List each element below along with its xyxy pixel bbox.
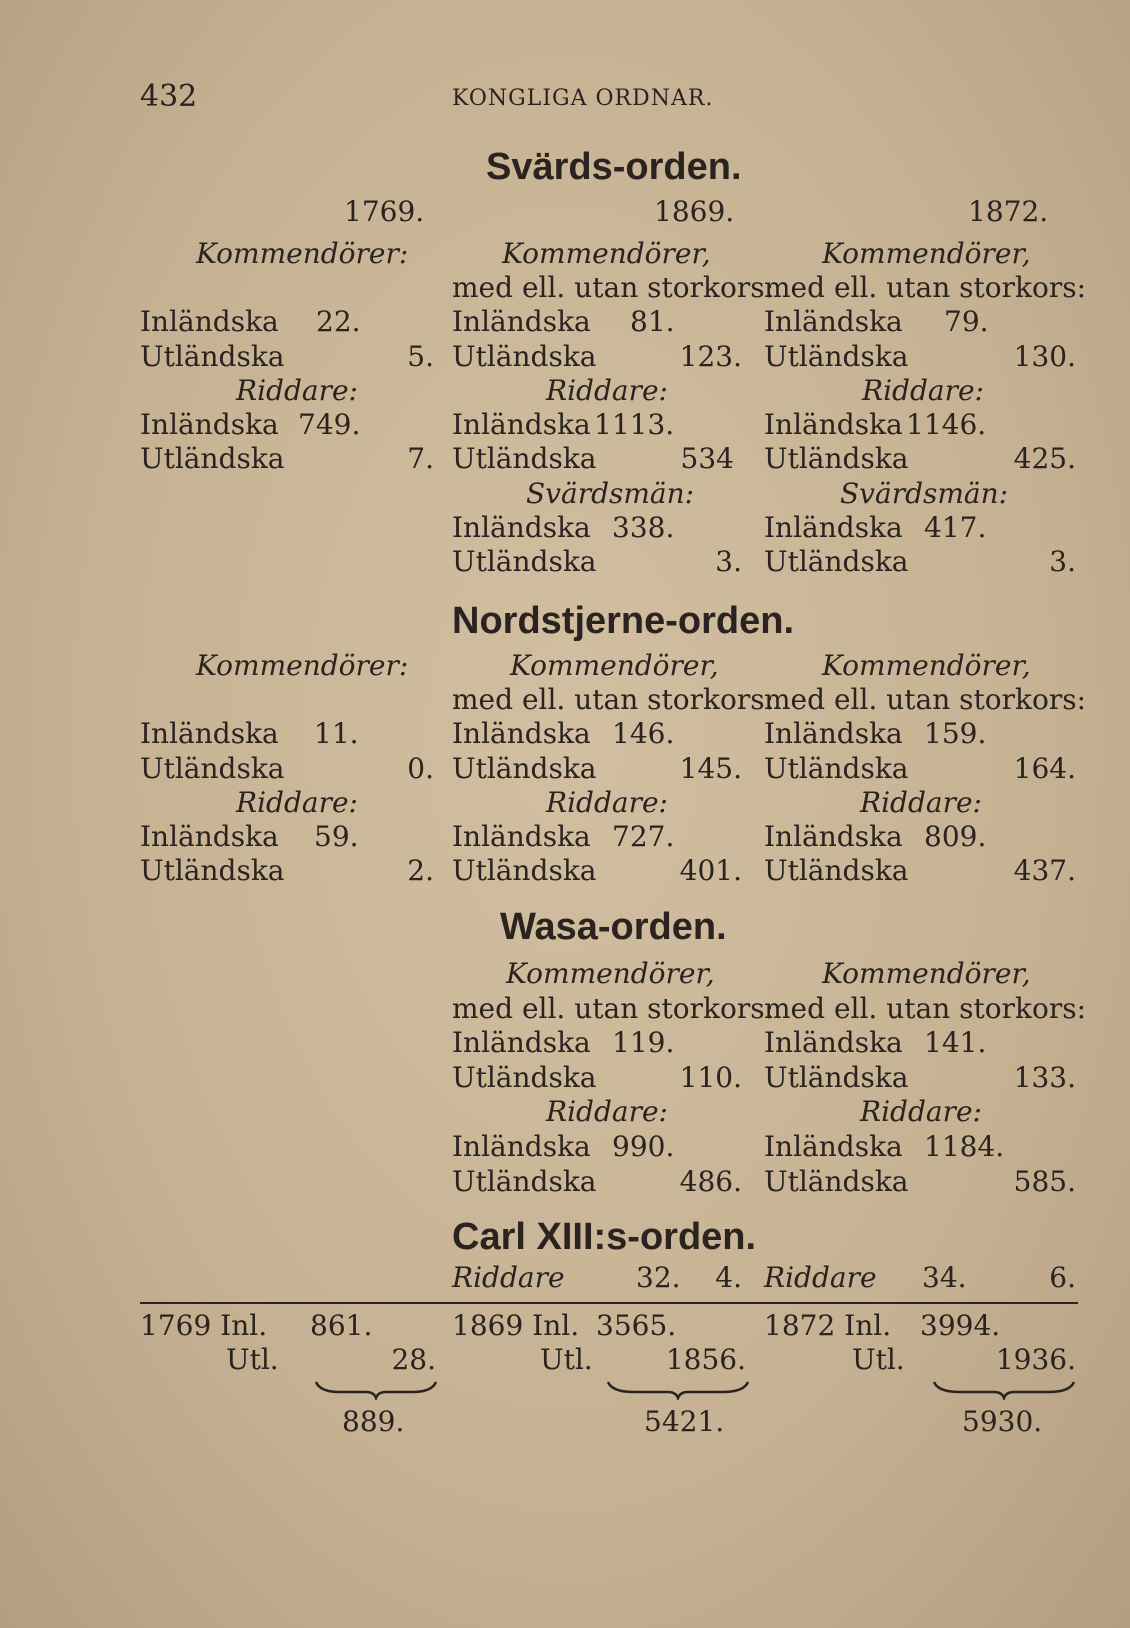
nord-1769-komm-utl-label: Utländska [140,752,285,785]
nord-1869-ridd-inl-label: Inländska [452,820,591,853]
svards-1769-kommendorer: Kommendörer: [196,237,409,270]
nord-1769-komm-inl-val: 11. [314,717,359,750]
total-1869-sum: 5421. [644,1405,725,1438]
svards-1872-svardsman: Svärdsmän: [840,477,1009,510]
nord-1872-riddare: Riddare: [860,786,982,819]
svards-1872-sv-inl-label: Inländska [764,511,903,544]
nord-1872-storkors: med ell. utan storkors: [764,683,1087,716]
wasa-1872-ridd-utl-val: 585. [1013,1165,1076,1198]
nord-1872-ridd-inl-val: 809. [924,820,987,853]
total-1872-utl-val: 1936. [995,1343,1076,1376]
section-title-wasa: Wasa-orden. [500,906,727,948]
nord-1872-komm-utl-val: 164. [1013,752,1076,785]
svards-1869-storkors: med ell. utan storkors: [452,271,775,304]
svards-1872-sv-utl-label: Utländska [764,545,909,578]
total-1769-inl-val: 861. [310,1309,373,1342]
wasa-1872-riddare: Riddare: [860,1095,982,1128]
wasa-1869-komm-utl-val: 110. [679,1061,742,1094]
wasa-1869-komm-utl-label: Utländska [452,1061,597,1094]
svards-1872-ridd-inl-label: Inländska [764,408,903,441]
svards-1872-ridd-utl-val: 425. [1013,442,1076,475]
svards-1769-komm-utl-label: Utländska [140,340,285,373]
total-1869-year-inl: 1869 Inl. [452,1309,580,1342]
year-1869: 1869. [654,195,735,228]
wasa-1872-komm-utl-val: 133. [1013,1061,1076,1094]
svards-1872-storkors: med ell. utan storkors: [764,271,1087,304]
svards-1869-sv-inl-label: Inländska [452,511,591,544]
nord-1869-komm-utl-val: 145. [679,752,742,785]
carl-1869-label: Riddare [452,1261,565,1294]
section-title-nordstjerne: Nordstjerne-orden. [452,600,795,642]
total-1769-utl-val: 28. [391,1343,436,1376]
svards-1869-komm-inl-label: Inländska [452,305,591,338]
carl-1872-a: 34. [922,1261,967,1294]
total-1869-inl-val: 3565. [596,1309,677,1342]
carl-1869-a: 32. [636,1261,681,1294]
wasa-1869-ridd-inl-val: 990. [612,1130,675,1163]
nord-1872-komm-utl-label: Utländska [764,752,909,785]
nord-1869-ridd-utl-label: Utländska [452,854,597,887]
total-1769-sum: 889. [342,1405,405,1438]
svards-1872-komm-utl-label: Utländska [764,340,909,373]
svards-1872-kommendorer: Kommendörer, [822,237,1031,270]
nord-1769-ridd-inl-label: Inländska [140,820,279,853]
nord-1869-komm-inl-val: 146. [612,717,675,750]
wasa-1869-ridd-utl-val: 486. [679,1165,742,1198]
svards-1872-komm-inl-label: Inländska [764,305,903,338]
total-1769-utl-label: Utl. [226,1343,279,1376]
carl-1872-label: Riddare [764,1261,877,1294]
svards-1869-komm-utl-label: Utländska [452,340,597,373]
svards-1869-riddare: Riddare: [546,374,668,407]
carl-1872-b: 6. [1049,1261,1076,1294]
totals-rule [140,1302,1078,1304]
svards-1869-kommendorer: Kommendörer, [502,237,711,270]
nord-1872-ridd-inl-label: Inländska [764,820,903,853]
svards-1769-ridd-inl-val: 749. [298,408,361,441]
svards-1872-sv-inl-val: 417. [924,511,987,544]
nord-1769-ridd-utl-val: 2. [407,854,434,887]
svards-1872-ridd-utl-label: Utländska [764,442,909,475]
nord-1869-kommendorer: Kommendörer, [510,649,719,682]
section-title-svards: Svärds-orden. [486,146,742,188]
svards-1872-riddare: Riddare: [862,374,984,407]
wasa-1869-komm-inl-label: Inländska [452,1026,591,1059]
nord-1869-riddare: Riddare: [546,786,668,819]
total-1869-brace [606,1378,750,1400]
svards-1769-komm-utl-val: 5. [407,340,434,373]
wasa-1869-storkors: med ell. utan storkors: [452,992,775,1025]
total-1872-year-inl: 1872 Inl. [764,1309,892,1342]
svards-1869-sv-utl-label: Utländska [452,545,597,578]
nord-1872-kommendorer: Kommendörer, [822,649,1031,682]
nord-1872-komm-inl-label: Inländska [764,717,903,750]
svards-1769-ridd-inl-label: Inländska [140,408,279,441]
wasa-1872-komm-utl-label: Utländska [764,1061,909,1094]
year-1769: 1769. [344,195,425,228]
nord-1872-ridd-utl-val: 437. [1013,854,1076,887]
nord-1872-komm-inl-val: 159. [924,717,987,750]
nord-1769-riddare: Riddare: [236,786,358,819]
svards-1872-komm-inl-val: 79. [944,305,989,338]
wasa-1872-kommendorer: Kommendörer, [822,957,1031,990]
svards-1869-ridd-utl-label: Utländska [452,442,597,475]
total-1769-brace [314,1378,438,1400]
svards-1869-sv-utl-val: 3. [715,545,742,578]
svards-1872-ridd-inl-val: 1146. [906,408,987,441]
wasa-1869-riddare: Riddare: [546,1095,668,1128]
nord-1769-ridd-utl-label: Utländska [140,854,285,887]
svards-1769-komm-inl-val: 22. [316,305,361,338]
wasa-1872-ridd-inl-val: 1184. [924,1130,1005,1163]
wasa-1872-ridd-utl-label: Utländska [764,1165,909,1198]
total-1872-brace [932,1378,1076,1400]
nord-1869-komm-utl-label: Utländska [452,752,597,785]
wasa-1869-ridd-inl-label: Inländska [452,1130,591,1163]
nord-1869-ridd-utl-val: 401. [679,854,742,887]
svards-1872-komm-utl-val: 130. [1013,340,1076,373]
total-1869-utl-val: 1856. [665,1343,746,1376]
total-1869-utl-label: Utl. [540,1343,593,1376]
total-1769-year-inl: 1769 Inl. [140,1309,268,1342]
svards-1769-ridd-utl-val: 7. [407,442,434,475]
svards-1869-ridd-inl-val: 1113. [594,408,675,441]
nord-1769-komm-utl-val: 0. [407,752,434,785]
wasa-1872-komm-inl-label: Inländska [764,1026,903,1059]
svards-1869-komm-inl-val: 81. [630,305,675,338]
svards-1769-ridd-utl-label: Utländska [140,442,285,475]
nord-1869-komm-inl-label: Inländska [452,717,591,750]
page-number: 432 [140,79,198,114]
svards-1872-sv-utl-val: 3. [1049,545,1076,578]
nord-1769-komm-inl-label: Inländska [140,717,279,750]
nord-1872-ridd-utl-label: Utländska [764,854,909,887]
svards-1869-komm-utl-val: 123. [679,340,742,373]
svards-1869-svardsman: Svärdsmän: [526,477,695,510]
total-1872-utl-label: Utl. [852,1343,905,1376]
carl-1869-b: 4. [715,1261,742,1294]
svards-1869-ridd-inl-label: Inländska [452,408,591,441]
svards-1869-sv-inl-val: 338. [612,511,675,544]
wasa-1869-kommendorer: Kommendörer, [506,957,715,990]
total-1872-sum: 5930. [962,1405,1043,1438]
svards-1869-ridd-utl-val: 534 [680,442,734,475]
wasa-1872-komm-inl-val: 141. [924,1026,987,1059]
wasa-1869-ridd-utl-label: Utländska [452,1165,597,1198]
wasa-1872-ridd-inl-label: Inländska [764,1130,903,1163]
svards-1769-komm-inl-label: Inländska [140,305,279,338]
total-1872-inl-val: 3994. [920,1309,1001,1342]
nord-1769-ridd-inl-val: 59. [314,820,359,853]
wasa-1872-storkors: med ell. utan storkors: [764,992,1087,1025]
running-head: KONGLIGA ORDNAR. [452,86,714,111]
year-1872: 1872. [968,195,1049,228]
section-title-carl: Carl XIII:s-orden. [452,1216,757,1258]
wasa-1869-komm-inl-val: 119. [612,1026,675,1059]
nord-1769-kommendorer: Kommendörer: [196,649,409,682]
nord-1869-ridd-inl-val: 727. [612,820,675,853]
nord-1869-storkors: med ell. utan storkors: [452,683,775,716]
svards-1769-riddare: Riddare: [236,374,358,407]
